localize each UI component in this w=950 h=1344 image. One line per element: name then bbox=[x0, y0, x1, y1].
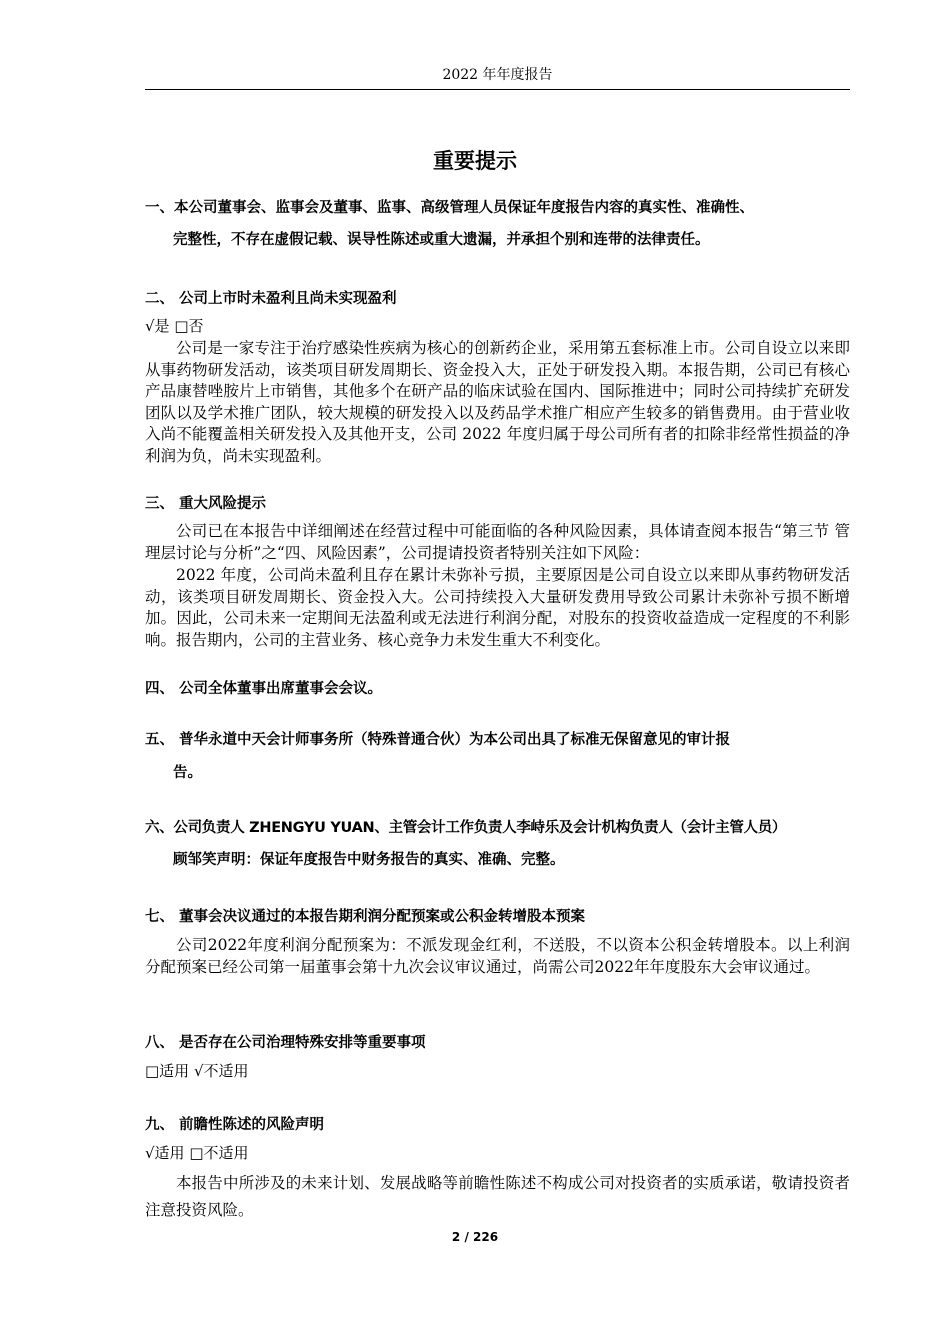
page-title: 重要提示 bbox=[433, 149, 517, 173]
section-5-line2: 告。 bbox=[173, 765, 202, 781]
section-6-line2: 顾邹笑声明：保证年度报告中财务报告的真实、准确、完整。 bbox=[173, 852, 565, 868]
section-8-heading: 八、 是否存在公司治理特殊安排等重要事项 bbox=[145, 1035, 426, 1051]
section-2-paragraph: 公司是一家专注于治疗感染性疾病为核心的创新药企业，采用第五套标准上市。公司自设立以来即从事药物研发活动，该类项目研发周期长、资金投入大，正处于研发投入期。本报告期，公司已有核心产品康替唑胺片上市销售，其他多个在研产品的临床试验在国内、国际推进中；同时公司持续扩充研发团队以及学术推广团队，较大规模的研发投入以及药品学术推广相应产生较多的销售费用。由于营业收入尚不能覆盖相关研发投入及其他开支，公司 2022 年度归属于母公司所有者的扣除非经常性损益的净利润为负，尚未实现盈利。 bbox=[145, 339, 850, 465]
section-9-heading: 九、 前瞻性陈述的风险声明 bbox=[145, 1117, 325, 1133]
section-1-line2: 完整性，不存在虚假记载、误导性陈述或重大遗漏，并承担个别和连带的法律责任。 bbox=[173, 232, 710, 248]
section-8-choice: □适用 √不适用 bbox=[145, 1062, 249, 1080]
section-3-heading: 三、 重大风险提示 bbox=[145, 496, 267, 512]
section-9-paragraph: 本报告中所涉及的未来计划、发展战略等前瞻性陈述不构成公司对投资者的实质承诺，敬请投资者注意投资风险。 bbox=[145, 1174, 850, 1219]
section-1-text: 本公司董事会、监事会及董事、监事、高级管理人员保证年度报告内容的真实性、准确性、 bbox=[174, 200, 754, 216]
section-4-heading: 四、 公司全体董事出席董事会会议。 bbox=[145, 681, 383, 697]
section-3-paragraph-2: 2022 年度，公司尚未盈利且存在累计未弥补亏损，主要原因是公司自设立以来即从事药物研发活动，该类项目研发周期长、资金投入大。公司持续投入大量研发费用导致公司累计未弥补亏损不断增加。因此，公司未来一定期间无法盈利或无法进行利润分配，对股东的投资收益造成一定程度的不利影响。报告期内，公司的主营业务、核心竞争力未发生重大不利变化。 bbox=[145, 566, 850, 649]
section-1-line1 bbox=[145, 197, 850, 219]
section-3-paragraph-1: 公司已在本报告中详细阐述在经营过程中可能面临的各种风险因素，具体请查阅本报告“第三节 管理层讨论与分析”之“四、风险因素”，公司提请投资者特别关注如下风险： bbox=[145, 522, 850, 562]
section-5-line1: 五、 普华永道中天会计师事务所（特殊普通合伙）为本公司出具了标准无保留意见的审计报 bbox=[145, 732, 731, 748]
section-6-line1: 六、公司负责人 ZHENGYU YUAN、主管会计工作负责人李峙乐及会计机构负责人（会计主管人员） bbox=[145, 820, 787, 836]
section-9-choice: √适用 □不适用 bbox=[145, 1144, 249, 1162]
section-2-choice: √是 □否 bbox=[145, 317, 204, 335]
section-2-heading: 二、 公司上市时未盈利且尚未实现盈利 bbox=[145, 291, 397, 307]
section-7-heading: 七、 董事会决议通过的本报告期利润分配预案或公积金转增股本预案 bbox=[145, 909, 586, 925]
page-number: 2 / 226 bbox=[451, 1230, 499, 1244]
page-header: 2022 年年度报告 bbox=[145, 62, 850, 90]
section-1-number: 一、 bbox=[145, 200, 174, 216]
section-7-paragraph: 公司2022年度利润分配预案为：不派发现金红利，不送股，不以资本公积金转增股本。以上利润分配预案已经公司第一届董事会第十九次会议审议通过，尚需公司2022年年度股东大会审议通过。 bbox=[145, 936, 850, 976]
